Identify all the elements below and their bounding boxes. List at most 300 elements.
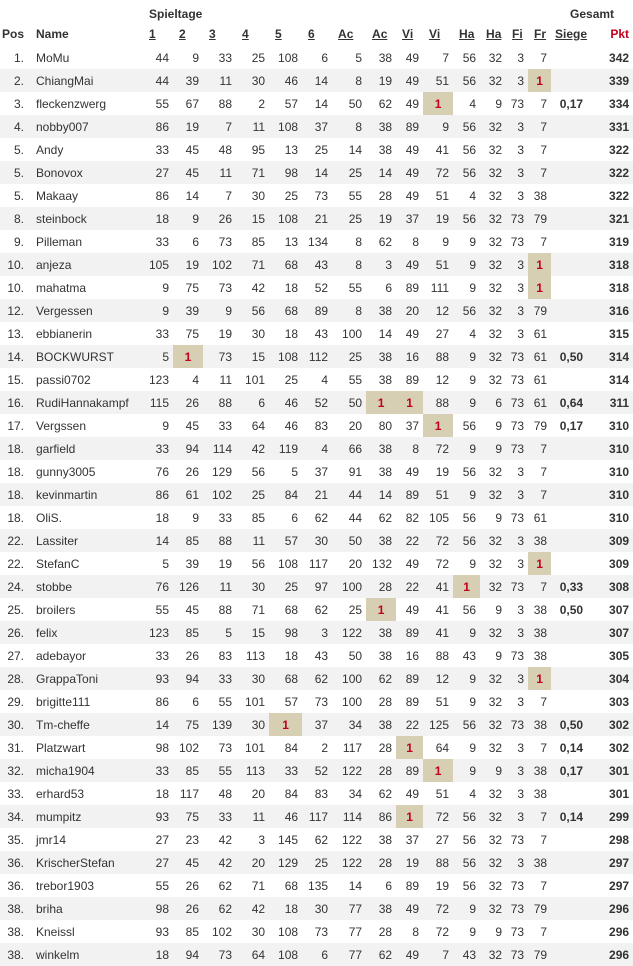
table-row <box>0 368 633 391</box>
row-points: 305 <box>609 648 630 663</box>
row-score: 28 <box>378 694 393 709</box>
table-row <box>0 46 633 69</box>
row-score: 62 <box>378 96 393 111</box>
row-score: 5 <box>225 625 232 640</box>
row-score: 7 <box>540 142 548 157</box>
row-score: 76 <box>155 464 169 479</box>
row-score: 49 <box>405 602 420 617</box>
row-player-name[interactable]: fleckenzwerg <box>36 96 107 111</box>
row-score: 2 <box>321 740 329 755</box>
row-score: 49 <box>405 947 420 962</box>
row-score: 71 <box>251 257 266 272</box>
row-score: 4 <box>321 441 329 456</box>
column-header[interactable] <box>396 21 423 46</box>
row-score: 62 <box>314 602 329 617</box>
row-score: 61 <box>533 372 548 387</box>
row-score: 89 <box>405 119 420 134</box>
column-header[interactable] <box>236 21 269 46</box>
row-score: 7 <box>540 809 548 824</box>
row-score: 52 <box>314 395 329 410</box>
row-score: 73 <box>510 717 525 732</box>
row-score: 61 <box>533 510 548 525</box>
row-score: 56 <box>462 464 477 479</box>
row-position: 15. <box>7 372 24 387</box>
row-position: 27. <box>7 648 24 663</box>
row-score: 19 <box>435 464 450 479</box>
column-header-label[interactable]: Ha <box>486 26 502 41</box>
row-score: 91 <box>348 464 363 479</box>
row-score: 52 <box>314 280 329 295</box>
row-score: 56 <box>462 809 477 824</box>
row-score: 16 <box>405 648 420 663</box>
column-header-label[interactable]: Vi <box>429 26 441 41</box>
row-score: 88 <box>218 96 232 111</box>
row-player-name[interactable]: ChiangMai <box>36 73 94 88</box>
row-score: 3 <box>517 786 525 801</box>
column-header-label[interactable]: Vi <box>402 26 414 41</box>
row-score: 37 <box>405 211 420 226</box>
column-header-label[interactable]: Ha <box>459 26 475 41</box>
row-score: 9 <box>469 441 477 456</box>
row-score: 32 <box>488 372 503 387</box>
row-score: 19 <box>185 119 199 134</box>
row-player-name[interactable]: mumpitz <box>36 809 82 824</box>
row-score: 32 <box>488 234 503 249</box>
row-player-name[interactable]: Pilleman <box>36 234 83 249</box>
siege-header-label[interactable]: Siege <box>555 26 588 41</box>
row-score-win: 1 <box>528 69 551 92</box>
row-score: 61 <box>533 326 548 341</box>
row-score: 108 <box>278 119 299 134</box>
column-header[interactable] <box>366 21 396 46</box>
row-player-name[interactable]: anjeza <box>36 257 72 272</box>
row-score: 45 <box>185 165 199 180</box>
row-siege <box>551 552 591 575</box>
row-score: 3 <box>517 625 525 640</box>
row-score: 51 <box>435 694 450 709</box>
row-score: 56 <box>462 303 477 318</box>
row-score: 21 <box>314 487 329 502</box>
row-score: 56 <box>462 717 477 732</box>
row-score: 2 <box>258 96 266 111</box>
row-score: 7 <box>540 165 548 180</box>
row-points: 308 <box>609 579 630 594</box>
row-score: 117 <box>308 809 329 824</box>
row-score: 20 <box>348 418 363 433</box>
row-score: 30 <box>251 579 266 594</box>
row-score: 129 <box>278 855 299 870</box>
row-player-name[interactable]: broilers <box>36 602 76 617</box>
row-score: 9 <box>495 763 503 778</box>
row-score: 73 <box>314 188 329 203</box>
row-score: 64 <box>251 418 266 433</box>
column-header-label[interactable]: 4 <box>242 26 249 41</box>
row-position: 10. <box>7 257 24 272</box>
row-player-name[interactable]: RudiHannakampf <box>36 395 129 410</box>
row-score: 18 <box>155 211 169 226</box>
row-score: 49 <box>405 786 420 801</box>
row-score-win: 1 <box>173 345 203 368</box>
row-score: 122 <box>342 855 363 870</box>
row-score: 62 <box>314 510 329 525</box>
row-score: 8 <box>412 924 420 939</box>
row-score: 25 <box>314 855 329 870</box>
column-header[interactable] <box>423 21 453 46</box>
row-score: 14 <box>314 165 329 180</box>
row-score: 88 <box>218 602 232 617</box>
row-score: 14 <box>378 326 393 341</box>
row-player-name[interactable]: Vergssen <box>36 418 87 433</box>
row-score: 4 <box>469 786 477 801</box>
row-player-name[interactable]: ebbianerin <box>36 326 93 341</box>
row-siege: 0,14 <box>559 740 584 755</box>
row-player-name[interactable]: gunny3005 <box>36 464 96 479</box>
row-score: 98 <box>284 625 299 640</box>
row-score: 9 <box>495 510 503 525</box>
row-score: 73 <box>510 878 525 893</box>
row-points: 310 <box>609 510 630 525</box>
column-header[interactable] <box>203 21 236 46</box>
row-player-name[interactable]: adebayor <box>36 648 87 663</box>
column-header[interactable] <box>173 21 203 46</box>
row-player-name[interactable]: GrappaToni <box>36 671 99 686</box>
row-player-name[interactable]: MoMu <box>36 50 70 65</box>
row-score: 19 <box>435 211 450 226</box>
row-score: 85 <box>185 924 199 939</box>
row-points: 309 <box>609 556 630 571</box>
row-score: 41 <box>435 602 450 617</box>
row-position: 14. <box>7 349 24 364</box>
row-player-name[interactable]: mahatma <box>36 280 87 295</box>
row-score: 98 <box>284 165 299 180</box>
row-score: 55 <box>155 602 169 617</box>
row-score: 38 <box>533 648 548 663</box>
row-score: 55 <box>218 694 232 709</box>
row-score: 38 <box>378 142 393 157</box>
table-row <box>0 644 633 667</box>
row-score: 86 <box>155 119 169 134</box>
column-header-label[interactable]: 2 <box>179 26 186 41</box>
row-score: 37 <box>405 832 420 847</box>
row-score: 38 <box>378 119 393 134</box>
row-score: 111 <box>430 280 450 295</box>
table-row <box>0 621 633 644</box>
row-score: 46 <box>284 395 299 410</box>
row-points: 314 <box>609 349 630 364</box>
row-player-name[interactable]: felix <box>36 625 58 640</box>
row-score: 33 <box>155 648 169 663</box>
row-score: 68 <box>284 303 299 318</box>
row-score: 122 <box>342 763 363 778</box>
row-score: 32 <box>488 257 503 272</box>
row-score: 33 <box>155 441 169 456</box>
row-score: 9 <box>162 418 169 433</box>
row-player-name[interactable]: garfield <box>36 441 76 456</box>
row-score: 3 <box>258 832 266 847</box>
table-row <box>0 299 633 322</box>
table-row <box>0 943 633 966</box>
row-score: 14 <box>348 878 363 893</box>
row-score: 100 <box>342 326 363 341</box>
row-score: 56 <box>462 211 477 226</box>
row-player-name[interactable]: Platzwart <box>36 740 86 755</box>
row-score: 4 <box>321 372 329 387</box>
row-score: 33 <box>155 326 169 341</box>
row-score: 6 <box>192 234 199 249</box>
row-score: 145 <box>278 832 299 847</box>
row-score: 102 <box>211 924 232 939</box>
row-score-win: 1 <box>396 391 423 414</box>
column-header-label[interactable]: Fr <box>534 26 547 41</box>
row-score: 4 <box>469 96 477 111</box>
row-score: 9 <box>162 303 169 318</box>
table-row <box>0 276 633 299</box>
row-score: 32 <box>488 694 503 709</box>
row-position: 9. <box>13 234 24 249</box>
row-player-name[interactable]: micha1904 <box>36 763 95 778</box>
row-points: 301 <box>609 786 630 801</box>
row-player-name[interactable]: KrischerStefan <box>36 855 115 870</box>
row-score: 3 <box>517 763 525 778</box>
row-score: 85 <box>185 625 199 640</box>
row-score: 46 <box>284 73 299 88</box>
row-player-name[interactable]: Bonovox <box>36 165 83 180</box>
row-position: 29. <box>7 694 24 709</box>
row-score: 9 <box>469 395 477 410</box>
row-player-name[interactable]: briha <box>36 901 63 916</box>
row-siege <box>551 644 591 667</box>
row-score: 14 <box>155 533 169 548</box>
row-points: 321 <box>609 211 630 226</box>
row-score: 11 <box>219 165 232 180</box>
row-score: 7 <box>540 832 548 847</box>
row-score: 32 <box>488 142 503 157</box>
row-score: 37 <box>314 119 329 134</box>
row-score: 18 <box>155 786 169 801</box>
row-points: 342 <box>609 50 630 65</box>
column-header[interactable] <box>453 21 480 46</box>
row-position: 22. <box>7 556 24 571</box>
row-score: 89 <box>405 671 420 686</box>
row-player-name[interactable]: brigitte111 <box>36 694 91 709</box>
row-points: 334 <box>609 96 630 111</box>
row-position: 12. <box>7 303 24 318</box>
row-score: 3 <box>517 50 525 65</box>
row-score: 43 <box>462 947 477 962</box>
row-score: 73 <box>218 234 232 249</box>
row-score: 45 <box>185 855 199 870</box>
table-row <box>0 529 633 552</box>
row-player-name[interactable]: Makaay <box>36 188 79 203</box>
row-score: 89 <box>405 372 420 387</box>
row-score: 26 <box>185 464 199 479</box>
column-header[interactable] <box>528 21 551 46</box>
row-points: 318 <box>609 280 630 295</box>
table-row <box>0 115 633 138</box>
row-score: 3 <box>517 556 525 571</box>
row-score: 5 <box>291 464 299 479</box>
row-score: 32 <box>488 809 503 824</box>
row-score: 101 <box>245 740 266 755</box>
row-score: 22 <box>405 579 420 594</box>
row-score: 79 <box>533 947 548 962</box>
column-header-label[interactable]: 1 <box>149 26 156 41</box>
row-siege <box>551 897 591 920</box>
row-player-name[interactable]: OliS. <box>36 510 63 525</box>
row-score: 43 <box>314 257 329 272</box>
row-player-name[interactable]: passi0702 <box>36 372 91 387</box>
row-score: 12 <box>435 671 450 686</box>
row-player-name[interactable]: steinbock <box>36 211 87 226</box>
row-player-name[interactable]: trebor1903 <box>36 878 95 893</box>
row-player-name[interactable]: Andy <box>36 142 64 157</box>
row-player-name[interactable]: Vergessen <box>36 303 93 318</box>
row-score: 73 <box>314 694 329 709</box>
row-score: 80 <box>378 418 393 433</box>
row-points: 319 <box>609 234 630 249</box>
row-score: 14 <box>378 487 393 502</box>
column-header-label[interactable]: Ac <box>372 26 388 41</box>
row-player-name[interactable]: nobby007 <box>36 119 89 134</box>
row-points: 307 <box>609 602 630 617</box>
row-player-name[interactable]: erhard53 <box>36 786 85 801</box>
row-position: 13. <box>7 326 24 341</box>
row-points: 296 <box>609 901 630 916</box>
row-score: 8 <box>412 234 420 249</box>
column-header[interactable] <box>269 21 302 46</box>
row-score-win: 1 <box>528 667 551 690</box>
row-score: 79 <box>533 211 548 226</box>
row-position: 10. <box>7 280 24 295</box>
row-score-win: 1 <box>396 805 423 828</box>
row-player-name[interactable]: jmr14 <box>36 832 67 847</box>
row-score: 22 <box>405 533 420 548</box>
row-score: 38 <box>378 832 393 847</box>
row-score: 108 <box>278 556 299 571</box>
row-score: 6 <box>495 395 503 410</box>
row-score: 73 <box>510 579 525 594</box>
row-score: 86 <box>155 694 169 709</box>
row-score: 56 <box>462 510 477 525</box>
row-score: 8 <box>355 234 363 249</box>
row-player-name[interactable]: kevinmartin <box>36 487 98 502</box>
column-header-label[interactable]: 6 <box>308 26 315 41</box>
row-score: 44 <box>155 73 169 88</box>
row-score: 26 <box>185 901 199 916</box>
row-siege <box>551 368 591 391</box>
row-score: 7 <box>540 878 548 893</box>
column-header-label[interactable]: 3 <box>209 26 216 41</box>
row-siege: 0,50 <box>559 602 584 617</box>
row-points: 310 <box>609 487 630 502</box>
row-score: 68 <box>284 257 299 272</box>
column-header-label[interactable]: Fi <box>512 26 523 41</box>
row-score: 71 <box>251 165 266 180</box>
row-points: 297 <box>609 878 630 893</box>
row-score: 33 <box>218 809 232 824</box>
row-score: 49 <box>405 50 420 65</box>
row-player-name[interactable]: Lassiter <box>36 533 79 548</box>
row-score: 93 <box>155 809 169 824</box>
row-siege <box>551 138 591 161</box>
row-score: 20 <box>251 786 266 801</box>
row-score: 32 <box>488 878 503 893</box>
row-score: 135 <box>308 878 329 893</box>
row-score: 56 <box>462 418 477 433</box>
row-player-name[interactable]: stobbe <box>36 579 73 594</box>
row-score-win: 1 <box>423 759 453 782</box>
row-player-name[interactable]: Tm-cheffe <box>36 717 90 732</box>
row-score: 88 <box>435 855 450 870</box>
column-header-label[interactable]: 5 <box>275 26 282 41</box>
row-score: 42 <box>218 855 232 870</box>
row-player-name[interactable]: Kneissl <box>36 924 75 939</box>
row-score: 49 <box>405 464 420 479</box>
column-header[interactable] <box>302 21 332 46</box>
row-score: 14 <box>314 73 329 88</box>
row-score: 88 <box>218 533 232 548</box>
table-row <box>0 437 633 460</box>
column-header-label[interactable]: Ac <box>338 26 354 41</box>
column-header[interactable] <box>506 21 528 46</box>
row-score: 113 <box>245 648 266 663</box>
row-score: 38 <box>378 901 393 916</box>
row-score: 38 <box>378 349 393 364</box>
row-score: 56 <box>462 602 477 617</box>
row-player-name[interactable]: StefanC <box>36 556 80 571</box>
row-score: 12 <box>435 303 450 318</box>
column-header[interactable] <box>332 21 366 46</box>
row-score: 37 <box>314 464 329 479</box>
table-row <box>0 483 633 506</box>
row-score: 30 <box>251 924 266 939</box>
row-score: 89 <box>405 763 420 778</box>
row-position: 1. <box>13 50 24 65</box>
row-score: 79 <box>533 418 548 433</box>
row-score: 119 <box>278 441 299 456</box>
row-score: 25 <box>348 165 363 180</box>
table-row <box>0 207 633 230</box>
column-header[interactable] <box>480 21 506 46</box>
row-position: 30. <box>7 717 24 732</box>
row-score: 56 <box>251 464 266 479</box>
row-score: 18 <box>284 901 299 916</box>
row-score: 32 <box>488 786 503 801</box>
row-score: 38 <box>378 648 393 663</box>
row-score: 55 <box>155 96 169 111</box>
row-score: 49 <box>405 556 420 571</box>
row-score: 108 <box>278 947 299 962</box>
row-score: 30 <box>251 717 266 732</box>
row-position: 31. <box>7 740 24 755</box>
row-score: 9 <box>469 372 477 387</box>
row-siege: 0,64 <box>559 395 584 410</box>
row-points: 297 <box>609 855 630 870</box>
column-header[interactable] <box>143 21 173 46</box>
row-score: 9 <box>469 556 477 571</box>
row-score: 9 <box>469 763 477 778</box>
row-score: 37 <box>405 418 420 433</box>
row-score: 49 <box>405 73 420 88</box>
siege-header[interactable] <box>551 21 591 46</box>
row-position: 25. <box>7 602 24 617</box>
row-player-name[interactable]: BOCKWURST <box>36 349 114 364</box>
row-score: 18 <box>284 280 299 295</box>
row-score: 134 <box>308 234 329 249</box>
row-player-name[interactable]: winkelm <box>36 947 80 962</box>
row-score: 38 <box>378 464 393 479</box>
row-score: 32 <box>488 947 503 962</box>
